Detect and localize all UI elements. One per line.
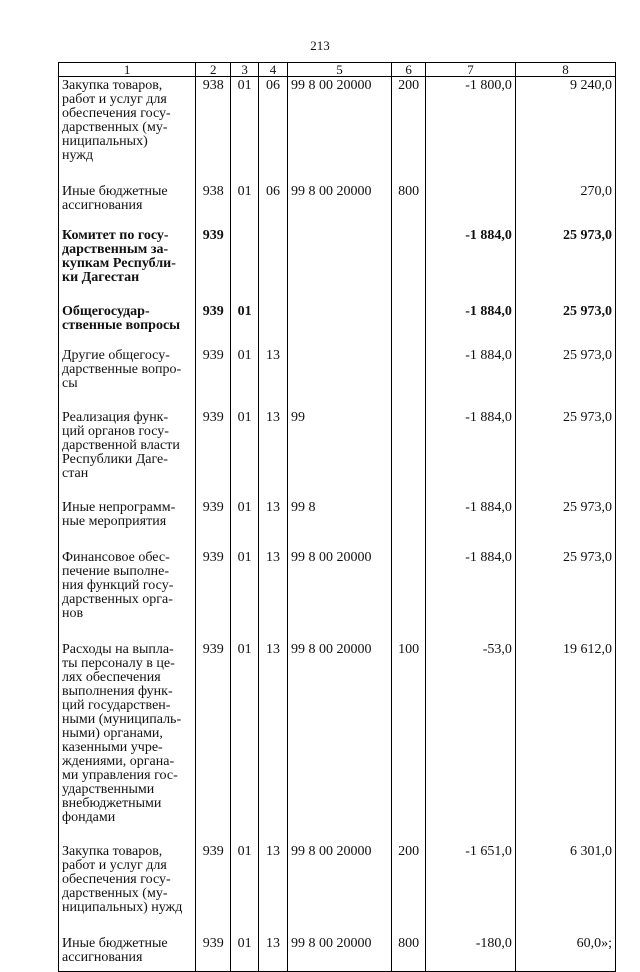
row-name-cell: Реализация функ- ций органов госу- дарственной власти Республики Даге- стан [59,409,196,499]
row-name-cell: Другие общегосу- дарственные вопро- сы [59,347,196,409]
row-name-cell: Иные бюджетные ассигнования [59,935,196,972]
column-header-8: 8 [515,63,615,77]
expense-type-cell [392,499,426,549]
ministry-code-cell: 939 [196,409,231,499]
table-row [59,77,616,184]
expense-type-cell [392,227,426,303]
subsection-code-cell: 13 [259,409,288,499]
ministry-code-cell: 939 [196,347,231,409]
target-article-cell: 99 8 [287,499,391,549]
total-amount-cell: 25 973,0 [515,549,615,641]
expense-type-cell: 100 [392,641,426,843]
section-code-cell: 01 [231,843,259,935]
target-article-cell: 99 8 00 20000 [287,183,391,227]
ministry-code-cell: 938 [196,183,231,227]
total-amount-cell: 25 973,0 [515,499,615,549]
section-code-cell: 01 [231,641,259,843]
change-amount-cell: -1 800,0 [426,77,516,184]
table-row [59,843,616,935]
expense-type-cell [392,549,426,641]
expense-type-cell: 200 [392,77,426,184]
column-header-3: 3 [231,63,259,77]
column-header-4: 4 [259,63,288,77]
ministry-code-cell: 939 [196,227,231,303]
table-row [59,499,616,549]
total-amount-cell: 25 973,0 [515,227,615,303]
section-code-cell: 01 [231,77,259,184]
total-amount-cell: 25 973,0 [515,303,615,347]
subsection-code-cell: 13 [259,549,288,641]
section-code-cell: 01 [231,499,259,549]
target-article-cell: 99 8 00 20000 [287,77,391,184]
change-amount-cell: -1 884,0 [426,499,516,549]
table-row [59,303,616,347]
target-article-cell: 99 8 00 20000 [287,935,391,972]
total-amount-cell: 25 973,0 [515,347,615,409]
expense-type-cell: 800 [392,183,426,227]
expense-type-cell [392,409,426,499]
row-name-cell: Иные непрограмм- ные мероприятия [59,499,196,549]
page-number: 213 [310,38,330,53]
section-code-cell: 01 [231,183,259,227]
subsection-code-cell [259,227,288,303]
section-code-cell: 01 [231,935,259,972]
subsection-code-cell [259,303,288,347]
change-amount-cell: -180,0 [426,935,516,972]
expense-type-cell: 800 [392,935,426,972]
section-code-cell: 01 [231,347,259,409]
table-body [59,77,616,972]
header-row [59,63,616,77]
column-header-2: 2 [196,63,231,77]
subsection-code-cell: 13 [259,843,288,935]
expense-type-cell [392,347,426,409]
change-amount-cell [426,183,516,227]
target-article-cell: 99 [287,409,391,499]
row-name-cell: Расходы на выпла- ты персоналу в це- лях обеспечения выполнения функ- ций государствен- ными (муниципаль- ными) органами, казенными учре- ждениями, органа- ми управления гос- ударственными внебюджетными фондами [59,641,196,843]
section-code-cell: 01 [231,303,259,347]
target-article-cell [287,303,391,347]
target-article-cell [287,227,391,303]
subsection-code-cell: 13 [259,347,288,409]
total-amount-cell: 25 973,0 [515,409,615,499]
row-name-cell: Закупка товаров, работ и услуг для обеспечения госу- дарственных (му- ниципальных) нужд [59,843,196,935]
table-row [59,641,616,843]
subsection-code-cell: 13 [259,641,288,843]
total-amount-cell: 19 612,0 [515,641,615,843]
ministry-code-cell: 939 [196,843,231,935]
change-amount-cell: -1 884,0 [426,303,516,347]
table-row [59,227,616,303]
subsection-code-cell: 06 [259,183,288,227]
table-row [59,549,616,641]
target-article-cell [287,347,391,409]
total-amount-cell: 9 240,0 [515,77,615,184]
row-name-cell: Комитет по госу- дарственным за- купкам Республи- ки Дагестан [59,227,196,303]
ministry-code-cell: 939 [196,499,231,549]
change-amount-cell: -1 651,0 [426,843,516,935]
budget-table [58,62,616,972]
row-name-cell: Иные бюджетные ассигнования [59,183,196,227]
column-header-1: 1 [59,63,196,77]
target-article-cell: 99 8 00 20000 [287,843,391,935]
table-row [59,347,616,409]
ministry-code-cell: 939 [196,303,231,347]
total-amount-cell: 270,0 [515,183,615,227]
change-amount-cell: -1 884,0 [426,409,516,499]
row-name-cell: Общегосудар- ственные вопросы [59,303,196,347]
change-amount-cell: -1 884,0 [426,549,516,641]
expense-type-cell [392,303,426,347]
ministry-code-cell: 939 [196,935,231,972]
ministry-code-cell: 939 [196,641,231,843]
column-header-5: 5 [287,63,391,77]
subsection-code-cell: 13 [259,935,288,972]
column-header-7: 7 [426,63,516,77]
change-amount-cell: -53,0 [426,641,516,843]
section-code-cell: 01 [231,409,259,499]
row-name-cell: Закупка товаров, работ и услуг для обеспечения госу- дарственных (му- ниципальных) нужд [59,77,196,184]
expense-type-cell: 200 [392,843,426,935]
table-row [59,409,616,499]
change-amount-cell: -1 884,0 [426,227,516,303]
ministry-code-cell: 939 [196,549,231,641]
section-code-cell: 01 [231,549,259,641]
ministry-code-cell: 938 [196,77,231,184]
target-article-cell: 99 8 00 20000 [287,549,391,641]
subsection-code-cell: 06 [259,77,288,184]
total-amount-cell: 6 301,0 [515,843,615,935]
column-header-6: 6 [392,63,426,77]
table-row [59,935,616,972]
table-row [59,183,616,227]
subsection-code-cell: 13 [259,499,288,549]
change-amount-cell: -1 884,0 [426,347,516,409]
total-amount-cell: 60,0»; [515,935,615,972]
target-article-cell: 99 8 00 20000 [287,641,391,843]
section-code-cell [231,227,259,303]
row-name-cell: Финансовое обес- печение выполне- ния функций госу- дарственных орга- нов [59,549,196,641]
table-header [59,63,616,77]
